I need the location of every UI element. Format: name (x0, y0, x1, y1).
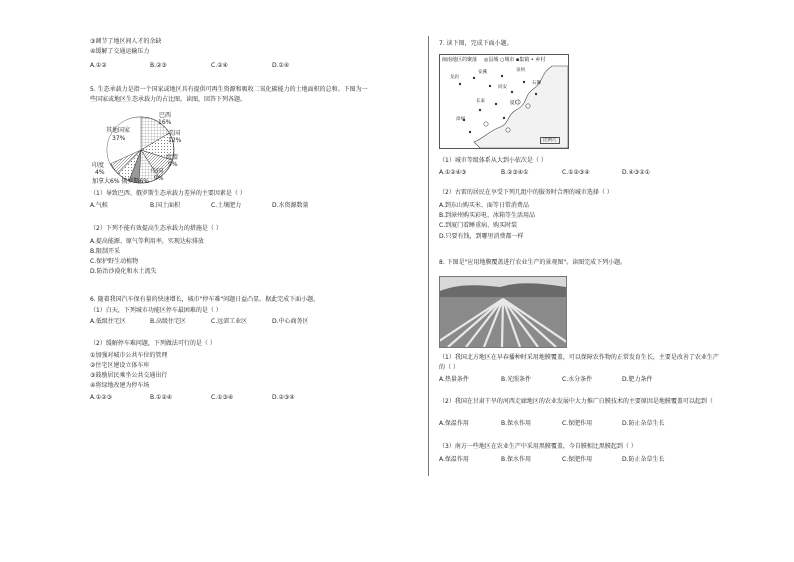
q5-1-option-a[interactable]: A.气候 (90, 202, 108, 209)
map-legend: ◎县城 ○城市 ▪集镇 • 乡村 (484, 57, 546, 63)
map-place-3: 泉州 (516, 68, 525, 73)
q6-1-option-a[interactable]: A.低级住宅区 (90, 318, 126, 325)
q8-2-option-b[interactable]: B.保水作用 (501, 420, 532, 427)
map-place-7: 厦门 (510, 101, 519, 106)
q6-2-question: （2）缓解停车难问题，下列做法可行的是（ ） (90, 340, 216, 347)
q4-option-b[interactable]: B.②③ (150, 62, 167, 69)
q8-3-question: （3）南方一些地区在农业生产中采用黑膜覆盖，今自膜相比黑膜起到（ ） (439, 443, 637, 450)
map-place-8: 漳州 (456, 117, 465, 122)
q4-option-d[interactable]: D.①④ (272, 62, 290, 69)
q5-2-option-b[interactable]: B.限制开采 (90, 248, 121, 255)
q7-1-option-a[interactable]: A.①②④③ (439, 169, 467, 176)
q5-2-question: （2）下列不能有效提高生态承载力的措施是（ ） (90, 225, 222, 232)
q7-1-question: （1）城市等级体系从大到小依次是（ ） (439, 157, 547, 164)
q5-1-question: （1）导致巴西、俄罗斯生态承载力差异的主要因素是（ ） (90, 190, 246, 197)
q8-2-option-a[interactable]: A.保温作用 (439, 420, 469, 427)
q6-intro: 6. 随着我国汽车保有量的快速增长，城市"停车难"问题日益凸显。据此完成下面小题。 (90, 296, 320, 303)
q7-1-option-b[interactable]: B.②③④① (501, 169, 529, 176)
q6-2-option-c[interactable]: C.①③④ (211, 394, 234, 401)
q8-1-option-b[interactable]: B.光照条件 (501, 376, 532, 383)
q5-2-option-a[interactable]: A.提高能源、原气等利用率，实现达标排放 (90, 238, 204, 245)
q4-option-a[interactable]: A.①② (90, 62, 107, 69)
pie-label-brazil: 巴西 (159, 112, 172, 119)
q7-1-option-d[interactable]: D.④③②① (622, 169, 651, 176)
q7-2-option-a[interactable]: A.到东山购买米、面等日常消费品 (439, 202, 529, 209)
q8-2-question: （2）我国在甘肃干旱的河西走廊地区的农业发展中大力推广白膜技术的主要原因是地膜覆盖可以起到（ (439, 398, 713, 405)
map-scale: 比例尺 (540, 137, 560, 144)
q7-2-option-d[interactable]: D.只要有钱，到哪里消费都一样 (439, 233, 524, 240)
q5-1-option-c[interactable]: C.土壤肥力 (211, 202, 242, 209)
q6-2-item-2: ②住宅区建设立体车库 (90, 362, 150, 369)
q8-1-question-line2: 的（ ） (439, 364, 459, 371)
q6-2-option-a[interactable]: A.①②③ (90, 394, 113, 401)
pie-label-other: 其他国家 (106, 127, 131, 134)
q8-1-question-line1: （1）我国北方地区在早春播种时采用地膜覆盖，可以保障农作物的正常发育生长，主要是改善了农业生产 (439, 354, 719, 361)
q5-intro-line1: 5. 生态承载力是指一个国家或地区具有提供可再生资源和吸收二氧化碳能力的土地面积的总和。下图为一 (90, 86, 368, 93)
pie-label-eu: 欧盟 (166, 154, 179, 161)
q8-2-option-d[interactable]: D.防止杂草生长 (622, 420, 665, 427)
q8-2-option-c[interactable]: C.保肥作用 (562, 420, 593, 427)
q5-1-option-b[interactable]: B.国土面积 (150, 202, 181, 209)
q5-2-option-c[interactable]: C.保护野生动植物 (90, 258, 139, 265)
pie-label-eu-pct: 9% (168, 161, 178, 168)
q8-3-option-c[interactable]: C.保肥作用 (562, 456, 593, 463)
pie-label-canada-russia: 加拿大6% 俄罗斯6% (92, 178, 149, 185)
map-place-6: 长泰 (476, 99, 485, 104)
q6-1-question: （1）白天，下列城市功能区停车最困难的是（ ） (90, 307, 222, 314)
map-place-5: 同安 (498, 85, 507, 90)
q5-intro-line2: 些国家或地区生态承载力的占比图。读图，回答下列各题。 (90, 96, 247, 103)
option-line-4: ④缓解了交通运输压力 (90, 48, 150, 55)
q6-1-option-b[interactable]: B.高级住宅区 (150, 318, 187, 325)
q6-2-option-b[interactable]: B.①②④ (150, 394, 173, 401)
column-divider (428, 36, 429, 476)
q5-2-option-d[interactable]: D.防治沙漠化和水土流失 (90, 268, 157, 275)
option-line-3: ③调节了地区间人才的余缺 (90, 38, 162, 45)
q7-intro: 7. 读下图，完成下面小题。 (439, 40, 513, 47)
map-place-2: 安溪 (478, 70, 487, 75)
q7-2-option-c[interactable]: C.到厦门看睡重病、购买时装 (439, 222, 518, 229)
minnan-settlement-map (439, 54, 569, 149)
pie-label-other-pct: 37% (112, 135, 126, 142)
q6-2-option-d[interactable]: D.②③④ (272, 394, 295, 401)
q6-1-option-c[interactable]: C.远郊工业区 (211, 318, 248, 325)
q7-2-question: （2）古雷的居民在享受下列几组中的服务时合理的城市选择（ ） (439, 189, 613, 196)
plastic-mulch-field-photo (439, 276, 567, 348)
q8-1-option-a[interactable]: A.热量条件 (439, 376, 469, 383)
pie-label-brazil-pct: 16% (158, 119, 172, 126)
field-illustration (440, 277, 566, 347)
pie-label-china-pct: 9% (154, 175, 164, 182)
pie-label-usa: 美国 (168, 130, 181, 137)
q8-3-option-a[interactable]: A.保温作用 (439, 456, 469, 463)
pie-label-india-pct: 4% (95, 169, 105, 176)
q6-1-option-d[interactable]: D.中心商务区 (272, 318, 309, 325)
q7-1-option-c[interactable]: C.①②③④ (562, 169, 590, 176)
q7-2-option-b[interactable]: B.到漳州购买彩电、冰箱等生活用品 (439, 212, 536, 219)
pie-label-usa-pct: 12% (168, 137, 182, 144)
map-drawing (440, 64, 568, 148)
q8-1-option-d[interactable]: D.肥力条件 (622, 376, 653, 383)
map-title: 闽南地区的聚落 (442, 57, 478, 63)
map-place-1: 龙岩 (450, 75, 459, 80)
q8-3-option-d[interactable]: D.防止杂草生长 (622, 456, 665, 463)
q8-1-option-c[interactable]: C.水分条件 (562, 376, 593, 383)
q8-intro: 8. 下图是"应用地膜覆盖进行农业生产的景观图"。读图完成下列小题。 (439, 259, 627, 266)
map-coastline (474, 66, 568, 148)
q8-3-option-b[interactable]: B.保水作用 (501, 456, 532, 463)
q4-option-c[interactable]: C.②④ (211, 62, 228, 69)
map-place-4: 石狮 (532, 81, 541, 86)
pie-label-china: 中国 (151, 168, 164, 175)
q6-2-item-3: ③鼓励居民乘坐公共交通出行 (90, 372, 168, 379)
pie-label-india: 印度 (92, 162, 105, 169)
q6-2-item-4: ④将绿地改建为停车场 (90, 382, 150, 389)
q5-1-option-d[interactable]: D.水资源数量 (272, 202, 309, 209)
q6-2-item-1: ①加强对城市公共车位的管理 (90, 352, 168, 359)
